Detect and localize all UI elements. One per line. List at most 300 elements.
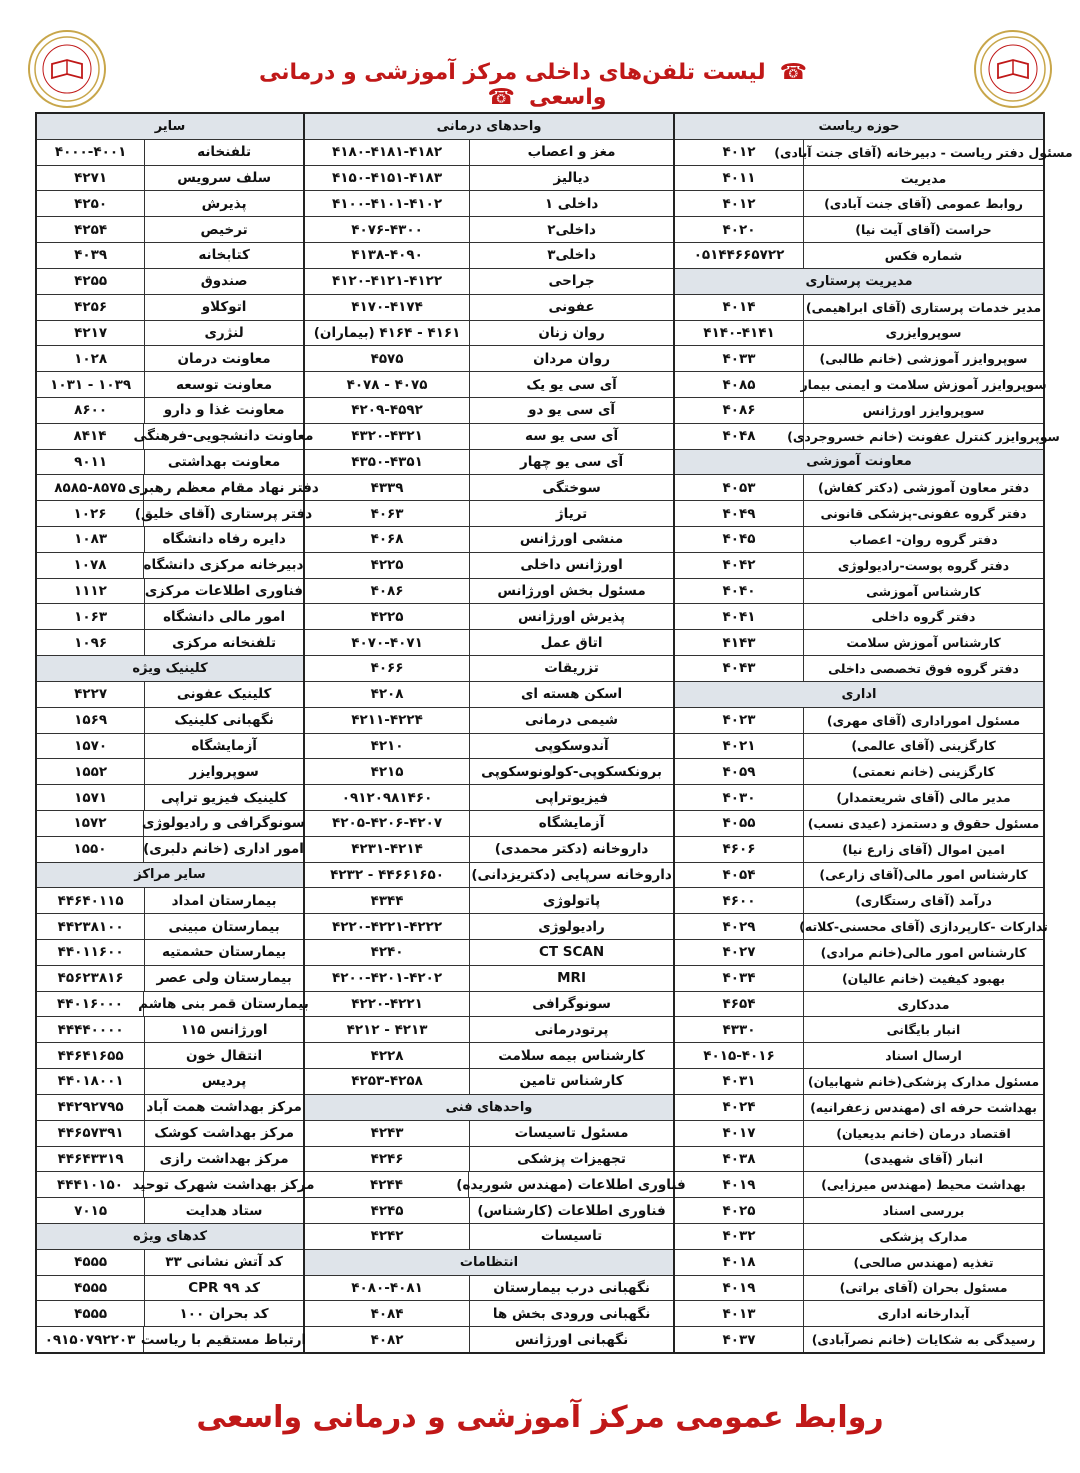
section-header: واحدهای درمانی [305, 114, 673, 140]
unit-name: مددکاری [803, 992, 1043, 1017]
extension-number: ۱۱۱۲ [73, 583, 107, 600]
table-row [37, 1069, 303, 1095]
unit-name: اورژانس ۱۱۵ [144, 1017, 303, 1042]
extension-number: ۴۴۲۳۸۱۰۰ [57, 918, 124, 935]
extension-number: ۴۰۸۰-۴۰۸۱ [351, 1279, 423, 1296]
table-row [37, 579, 303, 605]
section-header: کدهای ویژه [37, 1224, 303, 1250]
table-row [675, 630, 1043, 656]
unit-name: سوپروایزر آموزش سلامت و ایمنی بیمار [803, 372, 1043, 397]
extension-number: ۴۰۲۷ [722, 944, 756, 961]
table-row [675, 914, 1048, 940]
table-row [305, 1069, 673, 1095]
unit-name: ارسال اسناد [803, 1043, 1043, 1068]
table-row [675, 424, 1060, 450]
extension-number: ۴۰۱۱ [722, 170, 756, 187]
unit-name: مدیر خدمات پرستاری (آقای ابراهیمی) [803, 295, 1043, 320]
table-row [305, 656, 673, 682]
extension-number: ۴۲۴۵ [370, 1202, 404, 1219]
table-row [37, 604, 303, 630]
extension-number: ۴۰۲۴ [722, 1099, 756, 1116]
unit-name: MRI [469, 966, 673, 991]
extension-number: ۱۰۲۸ [74, 350, 108, 367]
extension-number: ۱۰۲۶ [73, 505, 107, 522]
unit-name: آی سی یو یک [469, 372, 673, 397]
unit-name: پردیس [144, 1069, 303, 1094]
unit-name: آی سی یو سه [469, 424, 673, 449]
table-row [675, 1276, 1043, 1302]
table-row [37, 217, 303, 243]
extension-number: ۴۶۵۴ [722, 996, 756, 1013]
table-row [305, 940, 673, 966]
table-row [675, 475, 1043, 501]
extension-number: ۴۰۸۴ [370, 1305, 404, 1322]
table-row [37, 346, 303, 372]
unit-name: مدیریت [803, 166, 1043, 191]
table-row [305, 321, 673, 347]
table-row [37, 708, 303, 734]
extension-number: ۴۰۱۵-۴۰۱۶ [703, 1047, 775, 1064]
unit-name: تجهیزات پزشکی [469, 1147, 673, 1172]
table-row [675, 140, 1073, 166]
extension-number: ۰۹۱۵۰۷۹۲۲۰۳ [44, 1331, 136, 1348]
unit-name: دبیرخانه مرکزی دانشگاه [143, 553, 303, 578]
table-row [305, 501, 673, 527]
extension-number: ۴۱۸۰-۴۱۸۱-۴۱۸۲ [332, 144, 443, 161]
unit-name: دایره رفاه دانشگاه [144, 527, 303, 552]
extension-number: ۴۰۳۲ [722, 1228, 756, 1245]
extension-number: ۴۲۵۳-۴۲۵۸ [351, 1073, 423, 1090]
table-row [37, 734, 303, 760]
extension-number: ۱۰۷۸ [73, 557, 107, 574]
table-row [305, 1224, 673, 1250]
unit-name: دفتر معاون آموزشی (دکتر کفاش) [803, 475, 1043, 500]
unit-name: معاونت بهداشتی [144, 450, 303, 475]
unit-name: مرکز بهداشت شهرک توحید [143, 1172, 303, 1197]
book-seal-icon [978, 34, 1048, 104]
unit-name: کارگزینی (آقای عالمی) [803, 734, 1043, 759]
extension-number: ۴۰۳۰ [722, 789, 756, 806]
extension-number: ۱۰۶۳ [74, 608, 108, 625]
extension-number: ۴۲۲۸ [370, 1047, 404, 1064]
unit-name: بهداشت محیط (مهندس میرزایی) [803, 1172, 1043, 1197]
extension-number: ۴۰۳۷ [722, 1331, 756, 1348]
extension-number: ۴۵۷۵ [370, 350, 404, 367]
table-row [37, 191, 303, 217]
table-row [37, 630, 303, 656]
extension-number: ۴۰۶۳ [370, 505, 404, 522]
table-row [675, 295, 1043, 321]
unit-name: دفتر گروه فوق تخصصی داخلی [803, 656, 1043, 681]
extension-number: ۴۴۶۴۳۳۱۹ [57, 1150, 124, 1167]
unit-name: درآمد (آقای رستگاری) [803, 888, 1043, 913]
unit-name: فناوری اطلاعات (کارشناس) [469, 1198, 673, 1223]
footer-signature: روابط عمومی مرکز آموزشی و درمانی واسعی [196, 1400, 884, 1435]
table-row [675, 1250, 1043, 1276]
unit-name: ارتباط مستقیم با ریاست [143, 1327, 303, 1352]
extension-number: ۴۰۴۰ [722, 583, 756, 600]
table-row [37, 424, 314, 450]
unit-name: اتاق عمل [469, 630, 673, 655]
extension-number: ۴۰۷۶-۴۳۰۰ [351, 221, 423, 238]
extension-number: ۴۲۲۰-۴۲۲۱ [351, 996, 423, 1013]
table-row [305, 191, 673, 217]
table-row [37, 475, 319, 501]
unit-name: رسیدگی به شکایات (خانم نصرآبادی) [803, 1327, 1043, 1352]
extension-number: ۴۰۱۴ [722, 299, 756, 316]
table-row [675, 785, 1043, 811]
extension-number: ۴۴۰۱۱۶۰۰ [57, 944, 124, 961]
unit-name: عفونی [469, 295, 673, 320]
table-row [305, 579, 673, 605]
extension-number: ۴۴۴۱۰۱۵۰ [57, 1176, 123, 1193]
table-row [305, 1327, 673, 1352]
extension-number: ۴۰۴۲ [722, 557, 756, 574]
unit-name: داخلی ۱ [469, 191, 673, 216]
phone-icon: ☎ [487, 85, 515, 110]
extension-number: ۴۰۸۵ [722, 376, 756, 393]
extension-number: ۴۰۳۴ [722, 970, 756, 987]
table-row [675, 734, 1043, 760]
table-row [305, 398, 673, 424]
unit-name: مسئول بحران (آقای براتی) [803, 1276, 1043, 1301]
table-row [305, 604, 673, 630]
table-row [37, 1198, 303, 1224]
table-row [675, 553, 1043, 579]
unit-name: ستاد هدایت [144, 1198, 303, 1223]
table-row [675, 1301, 1043, 1327]
seal-logo-left [28, 30, 106, 108]
unit-name: بیمارستان ولی عصر [144, 966, 303, 991]
extension-number: ۴۰۵۳ [722, 479, 756, 496]
table-row [37, 140, 303, 166]
extension-number: ۴۰۷۰-۴۰۷۱ [351, 634, 423, 651]
section-header: معاونت آموزشی [675, 450, 1043, 476]
extension-number: ۴۴۲۹۲۷۹۵ [57, 1099, 124, 1116]
extension-number: ۴۲۵۴ [74, 221, 108, 238]
extension-number: ۱۵۶۹ [74, 712, 108, 729]
table-row [675, 966, 1043, 992]
table-row [37, 811, 303, 837]
table-row [675, 243, 1043, 269]
table-row [37, 553, 303, 579]
table-row [37, 759, 303, 785]
extension-number: ۴۲۱۷ [74, 324, 108, 341]
table-row [305, 785, 673, 811]
table-row [305, 269, 673, 295]
extension-number: ۴۰۳۹ [74, 247, 108, 264]
unit-name: معاونت غذا و دارو [144, 398, 303, 423]
extension-number: ۴۰۸۲ [370, 1331, 404, 1348]
table-row [305, 708, 673, 734]
table-row [675, 940, 1043, 966]
table-row [305, 527, 673, 553]
unit-name: تزریقات [469, 656, 673, 681]
table-row [675, 863, 1043, 889]
unit-name: سوختگی [469, 475, 673, 500]
unit-name: داروخانه (دکتر محمدی) [469, 837, 673, 862]
extension-number: ۴۰۲۵ [722, 1202, 756, 1219]
extension-number: ۱۰۹۶ [74, 634, 108, 651]
unit-name: اتوکلاو [144, 295, 303, 320]
table-row [305, 1121, 673, 1147]
table-row [305, 630, 673, 656]
unit-name: مرکز بهداشت کوشک [144, 1121, 303, 1146]
table-row [675, 708, 1043, 734]
table-row [305, 424, 673, 450]
extension-number: ۴۲۵۰ [74, 195, 108, 212]
unit-name: روان مردان [469, 346, 673, 371]
table-row [305, 295, 673, 321]
table-row [675, 992, 1043, 1018]
unit-name: فیزیوتراپی [469, 785, 673, 810]
extension-number: ۴۴۰۱۸۰۰۱ [57, 1073, 124, 1090]
unit-name: تریاژ [469, 501, 673, 526]
section-header: سایر [37, 114, 303, 140]
unit-name: انبار (آقای شهیدی) [803, 1147, 1043, 1172]
unit-name: آی سی یو چهار [469, 450, 673, 475]
unit-name: پرتودرمانی [469, 1017, 673, 1042]
unit-name: مسئول اموراداری (آقای مهری) [803, 708, 1043, 733]
unit-name: تدارکات -کارپردازی (آقای محسنی-کلاته) [803, 914, 1043, 939]
unit-name: روابط عمومی (آقای جنت آبادی) [803, 191, 1043, 216]
extension-number: ۴۰۲۱ [722, 737, 756, 754]
table-row [305, 217, 673, 243]
table-row [37, 914, 303, 940]
extension-number: ۱۵۵۰ [73, 841, 107, 858]
table-row [675, 217, 1043, 243]
table-row [675, 759, 1043, 785]
table-row [305, 734, 673, 760]
extension-number: ۸۴۱۴ [73, 428, 107, 445]
table-row [675, 321, 1043, 347]
page-title [200, 60, 880, 110]
unit-name: معاونت توسعه [144, 372, 303, 397]
unit-name: مسئول تاسیسات [469, 1121, 673, 1146]
table-row [305, 1172, 686, 1198]
unit-name: مسئول مدارک پزشکی(خانم شهابیان) [803, 1069, 1043, 1094]
table-row [305, 888, 673, 914]
extension-number: ۴۵۵۵ [74, 1279, 108, 1296]
table-row [305, 166, 673, 192]
extension-number: ۴۲۷۱ [74, 170, 108, 187]
table-row [305, 372, 673, 398]
table-row [305, 475, 673, 501]
table-row [37, 888, 303, 914]
table-row [675, 372, 1047, 398]
extension-number: ۸۵۸۵-۸۵۷۵ [54, 479, 126, 496]
unit-name: کارشناس تامین [469, 1069, 673, 1094]
extension-number: ۱۰۸۳ [74, 531, 108, 548]
unit-name: مسئول دفتر ریاست - دبیرخانه (آقای جنت آبادی) [803, 140, 1043, 165]
unit-name: صندوق [144, 269, 303, 294]
table-row [305, 966, 673, 992]
extension-number: ۴۰۱۹ [722, 1176, 756, 1193]
unit-name: آندوسکوپی [469, 734, 673, 759]
extension-number: ۴۲۱۰ [370, 737, 404, 754]
extension-number: ۴۲۲۷ [74, 686, 108, 703]
extension-number: ۴۰۴۸ [722, 428, 756, 445]
extension-number: ۴۰۴۳ [722, 660, 756, 677]
extension-number: ۴۲۴۴ [370, 1176, 403, 1193]
table-row [37, 785, 303, 811]
table-row [37, 1276, 303, 1302]
table-row [305, 914, 673, 940]
book-seal-icon [32, 34, 102, 104]
unit-name: کد CPR ۹۹ [144, 1276, 303, 1301]
extension-number: ۴۵۶۲۳۸۱۶ [57, 970, 124, 987]
extension-number: ۱۵۷۰ [74, 737, 108, 754]
extension-number: ۴۰۲۹ [722, 918, 756, 935]
extension-number: ۴۰۱۲ [722, 144, 756, 161]
unit-name: دفتر نهاد مقام معظم رهبری [143, 475, 303, 500]
extension-number: ۰۹۱۲۰۹۸۱۴۶۰ [341, 789, 433, 806]
unit-name: بیمارستان امداد [144, 888, 303, 913]
unit-name: برونکسکوپی-کولونوسکوپی [469, 759, 673, 784]
unit-name: اقتصاد درمان (خانم بدیعیان) [803, 1121, 1043, 1146]
unit-name: تغذیه (مهندس صالحی) [803, 1250, 1043, 1275]
unit-name: روان زنان [469, 321, 673, 346]
extension-number: ۴۲۴۳ [370, 1125, 404, 1142]
extension-number: ۴۲۲۵ [370, 608, 404, 625]
section-header: کلینیک ویژه [37, 656, 303, 682]
unit-name: سوپروایزر [144, 759, 303, 784]
table-row [675, 811, 1043, 837]
extension-number: ۴۰۲۰ [722, 221, 756, 238]
extension-number: ۴۶۰۶ [722, 841, 756, 858]
extension-number: ۴۴۶۵۷۳۹۱ [57, 1125, 124, 1142]
section-header: انتظامات [305, 1250, 673, 1276]
unit-name: بهبود کیفیت (خانم عالیان) [803, 966, 1043, 991]
extension-number: ۴۰۵۵ [722, 815, 756, 832]
extension-number: ۴۰۲۳ [722, 712, 756, 729]
extension-number: ۴۲۰۸ [370, 686, 404, 703]
extension-number: ۴۱۲۰-۴۱۲۱-۴۱۲۲ [332, 273, 443, 290]
unit-name: سوپروایزر اورژانس [803, 398, 1043, 423]
unit-name: کارشناس بیمه سلامت [469, 1043, 673, 1068]
table-row [675, 527, 1043, 553]
extension-number: ۴۱۶۱ - ۴۱۶۴ (بیماران) [313, 324, 461, 341]
extension-number: ۷۰۱۵ [74, 1202, 108, 1219]
unit-name: دفتر گروه عفونی-پزشکی قانونی [803, 501, 1043, 526]
directory-column-3 [37, 114, 319, 1352]
table-row [305, 243, 673, 269]
unit-name: کتابخانه [144, 243, 303, 268]
extension-number: ۴۳۲۰-۴۳۲۱ [351, 428, 423, 445]
unit-name: مرکز بهداشت رازی [144, 1147, 303, 1172]
extension-number: ۴۲۳۱-۴۲۱۴ [351, 841, 423, 858]
table-row [37, 1095, 303, 1121]
phone-directory-table [35, 112, 1073, 1354]
unit-name: داخلی۳ [469, 243, 673, 268]
directory-column-1 [675, 114, 1073, 1352]
unit-name: سوپروایزری [803, 321, 1043, 346]
table-row [37, 837, 303, 863]
table-row [675, 166, 1043, 192]
table-row [675, 1198, 1043, 1224]
unit-name: بهداشت حرفه ای (مهندس زعفرانیه) [803, 1095, 1043, 1120]
section-header: سایر مراکز [37, 863, 303, 889]
table-row [37, 1172, 315, 1198]
unit-name: لنژری [144, 321, 303, 346]
table-row [675, 837, 1043, 863]
unit-name: بررسی اسناد [803, 1198, 1043, 1223]
extension-number: ۴۶۰۰ [722, 892, 756, 909]
unit-name: تلفنخانه مرکزی [144, 630, 303, 655]
unit-name: سوپروایزر کنترل عفونت (خانم خسروجردی) [803, 424, 1043, 449]
extension-number: ۴۲۵۵ [74, 273, 108, 290]
unit-name: پذیرش [144, 191, 303, 216]
extension-number: ۴۲۴۶ [370, 1150, 404, 1167]
unit-name: کلینیک عفونی [144, 682, 303, 707]
unit-name: مسئول حقوق و دستمزد (عیدی نسب) [803, 811, 1043, 836]
extension-number: ۴۱۴۰-۴۱۴۱ [703, 324, 775, 341]
table-row [675, 191, 1043, 217]
unit-name: شماره فکس [803, 243, 1043, 268]
table-row [37, 1121, 303, 1147]
unit-name: کارشناس آموزشی [803, 579, 1043, 604]
table-row [675, 1327, 1043, 1352]
table-row [305, 863, 673, 889]
table-row [37, 321, 303, 347]
extension-number: ۴۲۲۵ [370, 557, 404, 574]
extension-number: ۴۱۰۰-۴۱۰۱-۴۱۰۲ [332, 195, 443, 212]
unit-name: نگهبانی کلینیک [144, 708, 303, 733]
extension-number: ۴۰۸۶ [722, 402, 756, 419]
extension-number: ۴۰۶۸ [370, 531, 404, 548]
extension-number: ۴۲۰۵-۴۲۰۶-۴۲۰۷ [332, 815, 443, 832]
table-row [37, 992, 309, 1018]
table-row [37, 372, 303, 398]
unit-name: آبدارخانه اداری [803, 1301, 1043, 1326]
extension-number: ۴۰۷۵ - ۴۰۷۸ [346, 376, 428, 393]
unit-name: داروخانه سرپایی (دکتریزدانی) [469, 863, 673, 888]
unit-name: مسئول بخش اورژانس [469, 579, 673, 604]
unit-name: سلف سرویس [144, 166, 303, 191]
unit-name: شیمی درمانی [469, 708, 673, 733]
extension-number: ۴۱۷۰-۴۱۷۴ [351, 299, 423, 316]
seal-logo-right [974, 30, 1052, 108]
table-row [305, 1276, 673, 1302]
table-row [675, 1017, 1043, 1043]
extension-number: ۴۰۱۲ [722, 195, 756, 212]
table-row [37, 295, 303, 321]
table-row [305, 346, 673, 372]
unit-name: دفتر گروه داخلی [803, 604, 1043, 629]
table-row [37, 940, 303, 966]
unit-name: مدیر مالی (آقای شریعتمدار) [803, 785, 1043, 810]
extension-number: ۴۰۵۹ [722, 763, 756, 780]
table-row [675, 501, 1043, 527]
extension-number: ۴۱۵۰-۴۱۵۱-۴۱۸۳ [332, 170, 443, 187]
unit-name: مغز و اعصاب [469, 140, 673, 165]
extension-number: ۴۴۶۴۰۱۱۵ [57, 892, 124, 909]
unit-name: مرکز بهداشت همت آباد [144, 1095, 303, 1120]
unit-name: معاونت درمان [144, 346, 303, 371]
extension-number: ۴۰۱۸ [722, 1254, 756, 1271]
unit-name: امور اداری (خانم دلبری) [143, 837, 303, 862]
table-row [675, 1121, 1043, 1147]
extension-number: ۹۰۱۱ [74, 453, 108, 470]
unit-name: حراست (آقای آیت نیا) [803, 217, 1043, 242]
unit-name: CT SCAN [469, 940, 673, 965]
unit-name: جراحی [469, 269, 673, 294]
table-row [37, 398, 303, 424]
extension-number: ۴۲۴۰ [370, 944, 404, 961]
section-header: واحدهای فنی [305, 1095, 673, 1121]
extension-number: ۰۵۱۴۴۶۶۵۷۲۲ [693, 247, 785, 264]
unit-name: دفتر گروه پوست-رادیولوژی [803, 553, 1043, 578]
